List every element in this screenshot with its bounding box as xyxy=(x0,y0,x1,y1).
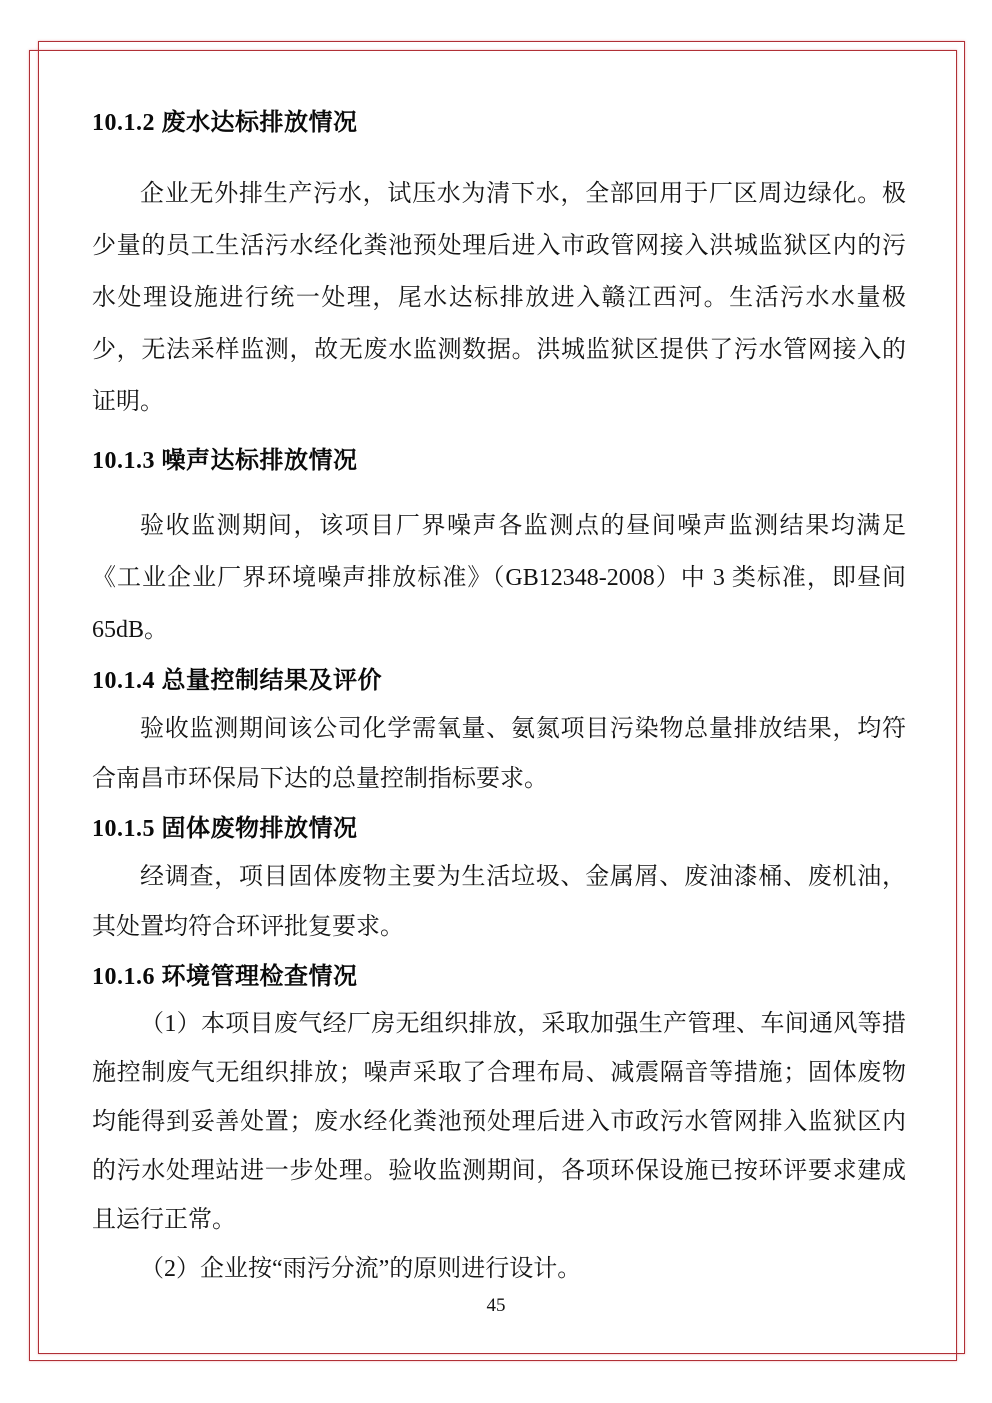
section-heading-10-1-4: 10.1.4 总量控制结果及评价 xyxy=(92,668,382,694)
paragraph-env-management-2: （2）企业按“雨污分流”的原则进行设计。 xyxy=(140,1256,582,1282)
paragraph-solid-waste: 经调查，项目固体废物主要为生活垃圾、金属屑、废油漆桶、废机油，其处置均符合环评批复要求。 xyxy=(92,864,906,940)
paragraph-noise: 验收监测期间，该项目厂界噪声各监测点的昼间噪声监测结果均满足《工业企业厂界环境噪声排放标准》（GB12348-2008）中 3 类标准，即昼间 65dB。 xyxy=(92,513,906,643)
section-heading-10-1-5: 10.1.5 固体废物排放情况 xyxy=(92,816,358,842)
section-heading-10-1-3: 10.1.3 噪声达标排放情况 xyxy=(92,448,358,474)
paragraph-env-management-1: （1）本项目废气经厂房无组织排放，采取加强生产管理、车间通风等措施控制废气无组织排放；噪声采取了合理布局、减震隔音等措施；固体废物均能得到妥善处置；废水经化粪池预处理后进入市政污水管网排入监狱区内的污水处理站进一步处理。验收监测期间，各项环保设施已按环评要求建成且运行正常。 xyxy=(92,1011,906,1233)
paragraph-wastewater: 企业无外排生产污水，试压水为清下水，全部回用于厂区周边绿化。极少量的员工生活污水经化粪池预处理后进入市政管网接入洪城监狱区内的污水处理设施进行统一处理，尾水达标排放进入赣江西河。生活污水水量极少，无法采样监测，故无废水监测数据。洪城监狱区提供了污水管网接入的证明。 xyxy=(92,181,906,415)
section-heading-10-1-2: 10.1.2 废水达标排放情况 xyxy=(92,110,358,136)
section-heading-10-1-6: 10.1.6 环境管理检查情况 xyxy=(92,964,358,990)
page-content xyxy=(92,108,906,1294)
paragraph-total-control: 验收监测期间该公司化学需氧量、氨氮项目污染物总量排放结果，均符合南昌市环保局下达的总量控制指标要求。 xyxy=(92,716,906,792)
page-number: 45 xyxy=(486,1295,506,1316)
